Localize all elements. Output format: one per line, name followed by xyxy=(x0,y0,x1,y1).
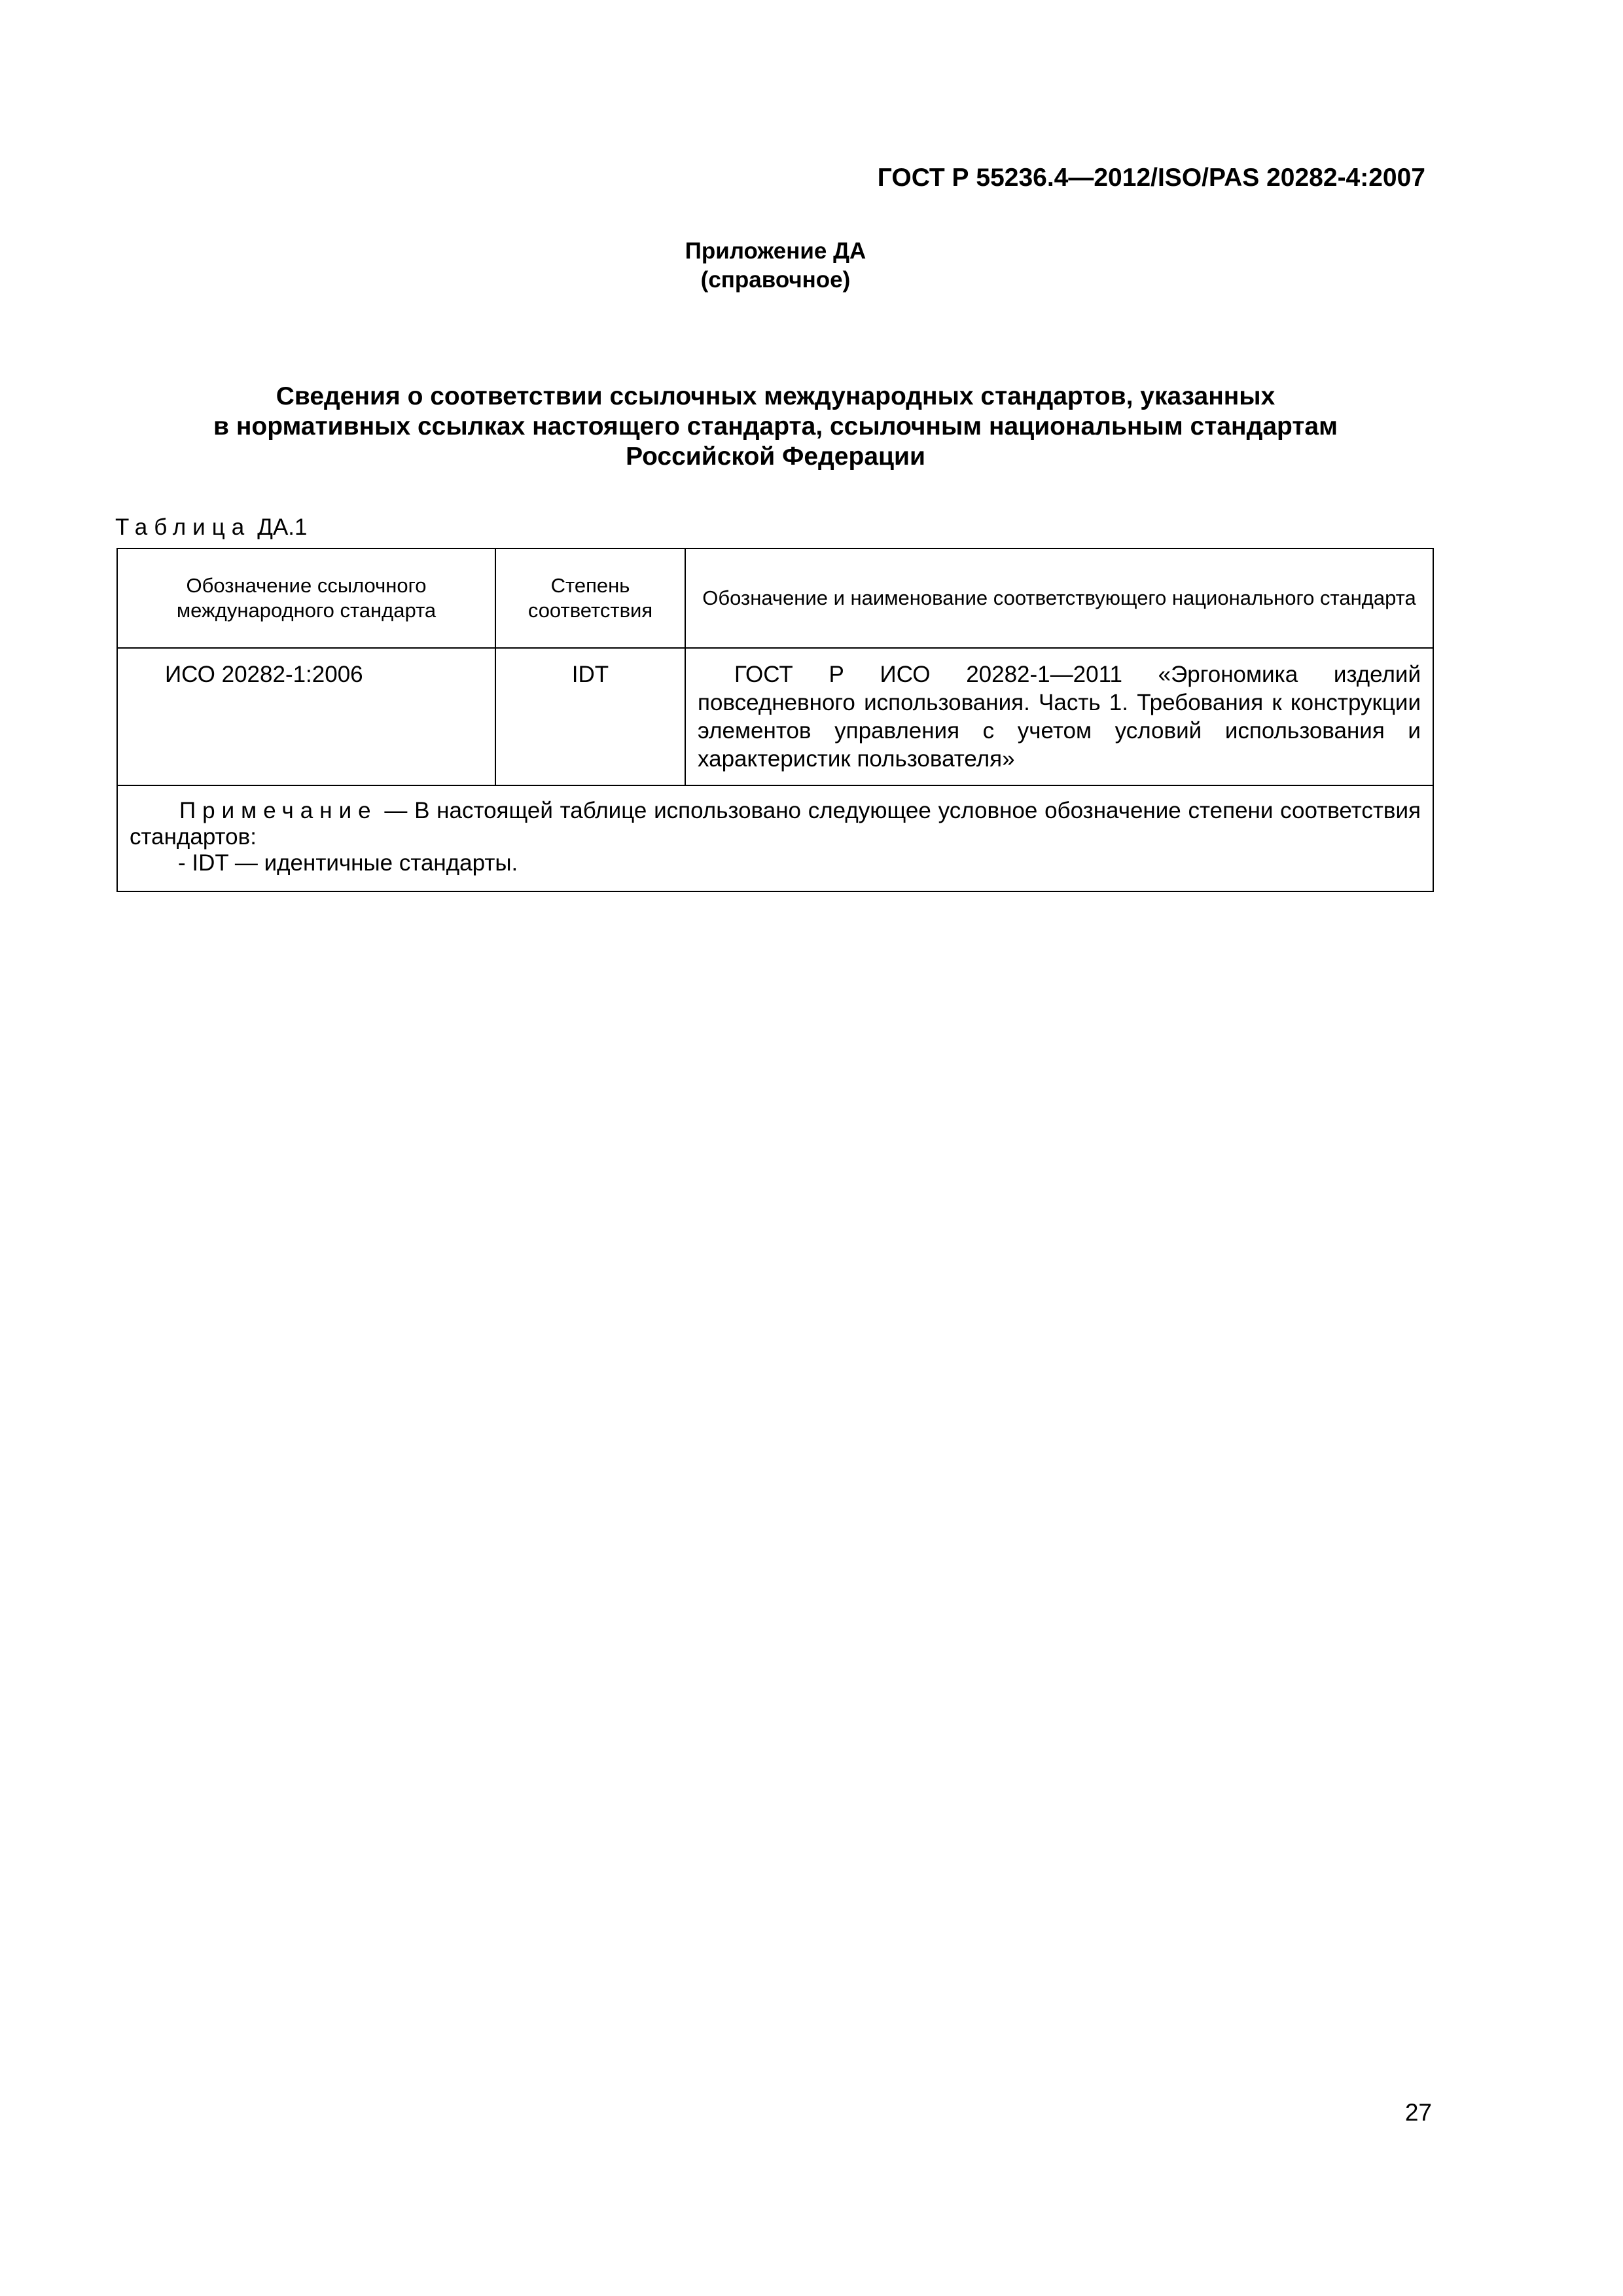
note-text xyxy=(130,798,1421,850)
document-code: ГОСТ Р 55236.4—2012/ISO/PAS 20282-4:2007 xyxy=(877,164,1425,192)
header-international-standard: Обозначение ссылочного международного стандарта xyxy=(117,548,495,648)
table-header-row xyxy=(117,548,1433,648)
heading-line-2: в нормативных ссылках настоящего стандарта, ссылочным национальным стандартам xyxy=(213,412,1338,440)
correspondence-table xyxy=(116,548,1434,892)
cell-international-standard: ИСО 20282-1:2006 xyxy=(117,648,495,785)
table-note xyxy=(117,785,1433,891)
appendix-title-block xyxy=(0,237,1551,295)
appendix-status: (справочное) xyxy=(700,267,851,293)
table-row xyxy=(117,648,1433,785)
national-standard-text: ГОСТ Р ИСО 20282-1—2011 «Эргономика изделий повседневного использования. Часть 1. Требования к конструкции элементов управления с учетом условий использования и характеристик пользователя» xyxy=(698,662,1421,772)
heading-line-1: Сведения о соответствии ссылочных международных стандартов, указанных xyxy=(276,382,1275,410)
table-caption-label: Таблица xyxy=(115,514,251,540)
header-degree-of-correspondence: Степень соответствия xyxy=(495,548,685,648)
section-heading xyxy=(0,382,1551,472)
cell-degree: IDT xyxy=(495,648,685,785)
table-caption xyxy=(115,514,307,541)
page-number: 27 xyxy=(1404,2099,1432,2126)
note-label: Примечание xyxy=(179,798,378,823)
heading-line-3: Российской Федерации xyxy=(626,442,925,471)
note-item: - IDT — идентичные стандарты. xyxy=(178,850,518,876)
table-note-row xyxy=(117,785,1433,891)
cell-national-standard xyxy=(685,648,1433,785)
header-national-standard: Обозначение и наименование соответствующего национального стандарта xyxy=(685,548,1433,648)
appendix-title: Приложение ДА xyxy=(685,238,866,264)
note-body: — В настоящей таблице использовано следующее условное обозначение степени соответствия стандартов: xyxy=(130,798,1421,850)
table-caption-number: ДА.1 xyxy=(257,514,308,540)
